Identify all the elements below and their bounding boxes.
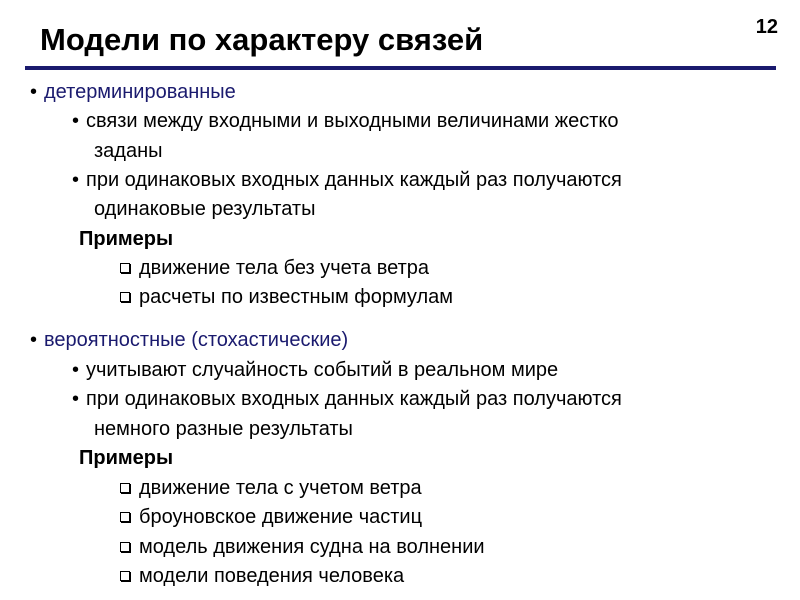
example-item	[120, 256, 429, 280]
list-item-text: при одинаковых входных данных каждый раз получаются	[86, 388, 622, 410]
list-item	[72, 168, 622, 192]
bullet-icon: •	[72, 110, 80, 132]
example-item	[120, 285, 453, 309]
list-item-continuation: заданы	[94, 140, 163, 162]
bullet-icon: •	[30, 329, 38, 351]
list-item-continuation: одинаковые результаты	[94, 198, 316, 220]
example-item-text: движение тела с учетом ветра	[139, 477, 422, 499]
section-heading-stochastic	[30, 328, 348, 352]
square-bullet-icon	[120, 571, 130, 581]
square-bullet-icon	[120, 263, 130, 273]
bullet-icon: •	[30, 81, 38, 103]
square-bullet-icon	[120, 483, 130, 493]
bullet-icon: •	[72, 359, 80, 381]
examples-label: Примеры	[79, 447, 174, 469]
example-item-text: расчеты по известным формулам	[139, 286, 454, 308]
title-divider	[25, 66, 776, 70]
bullet-icon: •	[72, 388, 80, 410]
list-item	[72, 358, 558, 382]
list-item	[72, 387, 622, 411]
example-item	[120, 535, 485, 559]
list-item-continuation: немного разные результаты	[94, 418, 353, 440]
list-item-text: при одинаковых входных данных каждый раз получаются	[86, 169, 622, 191]
list-item-text: учитывают случайность событий в реальном мире	[86, 359, 559, 381]
example-item-text: движение тела без учета ветра	[139, 257, 430, 279]
list-item	[72, 109, 619, 133]
square-bullet-icon	[120, 512, 130, 522]
square-bullet-icon	[120, 292, 130, 302]
example-item-text: модели поведения человека	[139, 565, 405, 587]
section-heading-text: вероятностные (стохастические)	[44, 329, 349, 351]
example-item-text: броуновское движение частиц	[139, 506, 423, 528]
example-item	[120, 564, 404, 588]
list-item-text: связи между входными и выходными величинами жестко	[86, 110, 619, 132]
square-bullet-icon	[120, 542, 130, 552]
slide-number: 12	[755, 16, 778, 38]
examples-label: Примеры	[79, 228, 174, 250]
slide-title: Модели по характеру связей	[40, 22, 484, 57]
example-item	[120, 476, 422, 500]
section-heading-deterministic	[30, 80, 236, 104]
example-item-text: модель движения судна на волнении	[139, 536, 485, 558]
bullet-icon: •	[72, 169, 80, 191]
section-heading-text: детерминированные	[44, 81, 236, 103]
example-item	[120, 505, 422, 529]
